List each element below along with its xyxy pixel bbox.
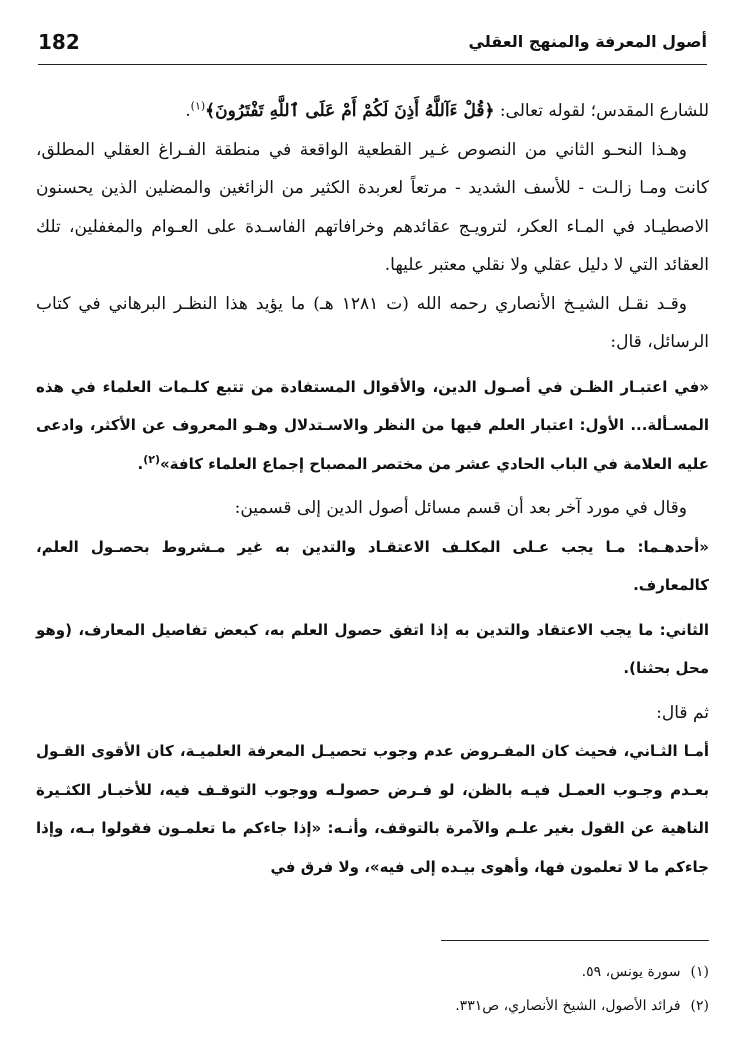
footnote-marker: (١) [190,99,206,113]
footnote-number: (١) [690,964,709,980]
quran-verse: ﴿قُلْ ءَآللَّهُ أَذِنَ لَكُمْ أَمْ عَلَى ٱللَّهِ تَفْتَرُونَ﴾ [205,101,495,121]
footnote-text: سورة يونس، ٥٩. [581,964,681,980]
header-divider [38,64,707,65]
page-header [38,30,707,62]
paragraph-text: ثم قال: [656,702,709,723]
footnote-text: فرائد الأصول، الشيخ الأنصاري، ص٣٣١. [455,998,681,1014]
footnotes [36,955,709,1023]
footnote-divider [441,940,709,941]
paragraph-end: . [185,101,191,121]
block-quote: أمـا الثـاني، فحيث كان المفـروض عدم وجوب تحصيـل المعرفة العلميـة، كان الأقوى القـول بعـدم وجـوب العمـل فيـه بالظن، لو فـرض حصولـه ووجوب التوقـف فيه، للأخبـار الكثـيرة الناهية عن القول بغير علـم والآمرة بالتوقف، وأنـه: «إذا جاءكم ما تعلمـون فقولوا بـه، وإذا جاءكم ما لا تعلمون فها، وأهوى بيـده إلى فيه»، ولا فرق في [36,742,709,876]
block-quote: «أحدهـما: مـا يجب عـلى المكلـف الاعتقـاد والتدين به غير مـشروط بحصـول العلم، كالمعارف. [36,537,709,594]
body-text [36,92,709,886]
block-quote: الثاني: ما يجب الاعتقاد والتدين به إذا اتفق حصول العلم به، كبعض تفاصيل المعارف، (وهو محل بحثنا). [36,620,709,677]
footnote [36,989,709,1023]
footnote [36,955,709,989]
paragraph-text: وقـد نقـل الشيـخ الأنصاري رحمه الله (ت ١٢٨١ هـ) ما يؤيد هذا النظـر البرهاني في كتاب الرسائل، قال: [36,293,709,352]
paragraph-text: وهـذا النحـو الثاني من النصوص غـير القطعية الواقعة في منطقة الفـراغ العقلي المطلق، كانت ومـا زالـت - للأسف الشديد - مرتعاً لعربدة الكثير من الزائغين والمضلين الذين يحسنون الاصطيـاد في المـاء العكر، لترويـج عقائدهم وخرافاتهم الفاسـدة على العـوام والمغفلين، تلك العقائد التي لا دليل عقلي ولا نقلي معتبر عليها. [36,139,709,275]
paragraph-verse-citation [36,92,709,131]
quote-text: «في اعتبـار الظـن في أصـول الدين، والأقوال المستفادة من تتبع كلـمات العلماء في هذه المسـألة... الأول: اعتبار العلم فيها من النظر والاسـتدلال وهـو المعروف عن الأكثر، وادعى عليه العلامة في الباب الحادي عشر من مختصر المصباح إجماع العلماء كافة» [36,377,709,473]
paragraph-text: للشارع المقدس؛ لقوله تعالى: [494,101,709,121]
footnote-number: (٢) [690,998,709,1014]
page-number: 182 [38,30,80,54]
paragraph-text: وقال في مورد آخر بعد أن قسم مسائل أصول الدين إلى قسمين: [234,498,687,518]
block-quote [36,368,709,484]
running-title: أصول المعرفة والمنهج العقلي [468,32,707,51]
footnote-marker: (٢) [143,452,160,466]
quote-end: . [137,454,144,473]
